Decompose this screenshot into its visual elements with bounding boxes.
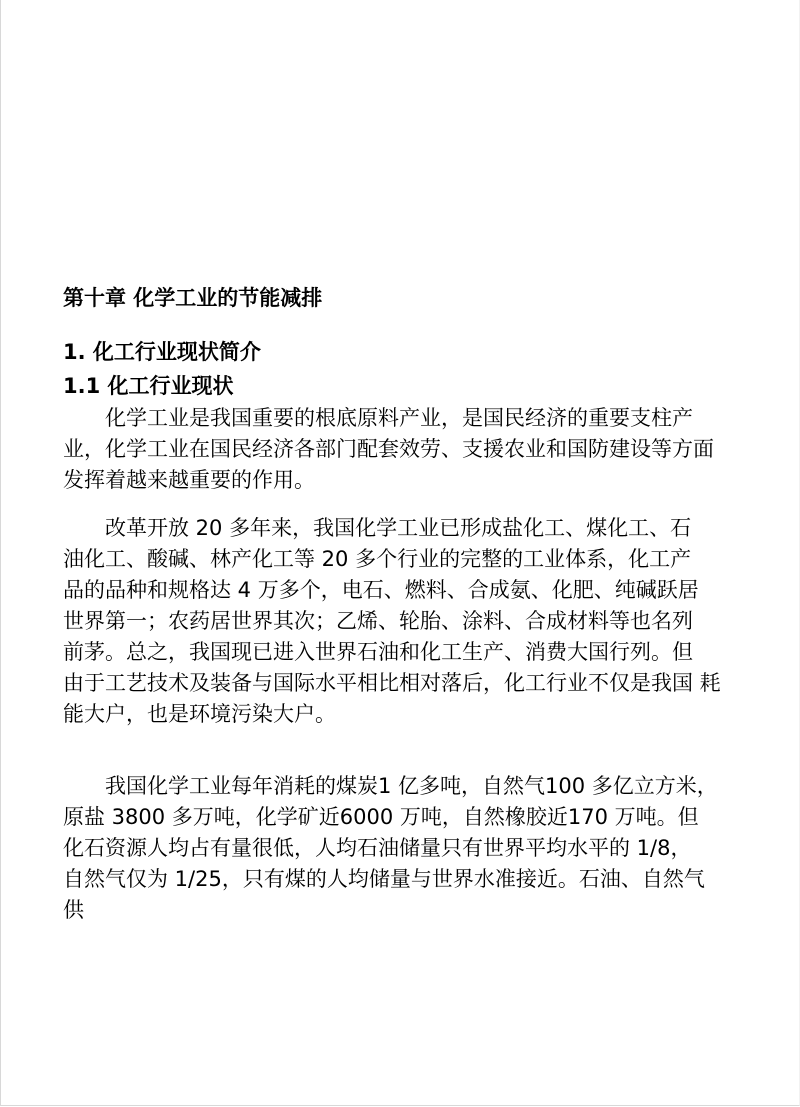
chapter-title: 第十章 化学工业的节能减排	[63, 286, 323, 310]
paragraph-line: 改革开放 20 多年来，我国化学工业已形成盐化工、煤化工、石	[105, 516, 692, 540]
paragraph-line: 自然气仅为 1/25，只有煤的人均储量与世界水准接近。石油、自然气	[63, 867, 705, 891]
paragraph-line: 供	[63, 898, 84, 922]
paragraph-line: 化石资源人均占有量很低，人均石油储量只有世界平均水平的 1/8，	[63, 836, 692, 860]
paragraph-line: 前茅。总之，我国现已进入世界石油和化工生产、消费大国行列。但	[63, 640, 693, 664]
paragraph-line: 由于工艺技术及装备与国际水平相比相对落后，化工行业不仅是我国 耗	[63, 671, 721, 695]
paragraph-line: 世界第一；农药居世界其次；乙烯、轮胎、涂料、合成材料等也名列	[63, 609, 693, 633]
paragraph-line: 品的品种和规格达 4 万多个，电石、燃料、合成氨、化肥、纯碱跃居	[63, 578, 699, 602]
paragraph-line: 业，化学工业在国民经济各部门配套效劳、支援农业和国防建设等方面	[63, 437, 714, 461]
paragraph-line: 原盐 3800 多万吨，化学矿近6000 万吨，自然橡胶近170 万吨。但	[63, 805, 699, 829]
section-title: 1. 化工行业现状简介	[63, 340, 261, 364]
paragraph-3	[63, 771, 753, 926]
paragraph-2	[63, 513, 753, 730]
paragraph-line: 发挥着越来越重要的作用。	[63, 468, 315, 492]
paragraph-line: 我国化学工业每年消耗的煤炭1 亿多吨，自然气100 多亿立方米，	[105, 774, 718, 798]
paragraph-line: 化学工业是我国重要的根底原料产业，是国民经济的重要支柱产	[105, 406, 693, 430]
paragraph-line: 油化工、酸碱、林产化工等 20 多个行业的完整的工业体系，化工产	[63, 547, 692, 571]
subsection-title: 1.1 化工行业现状	[63, 374, 234, 398]
paragraph-1	[63, 403, 753, 496]
paragraph-line: 能大户，也是环境污染大户。	[63, 702, 336, 726]
